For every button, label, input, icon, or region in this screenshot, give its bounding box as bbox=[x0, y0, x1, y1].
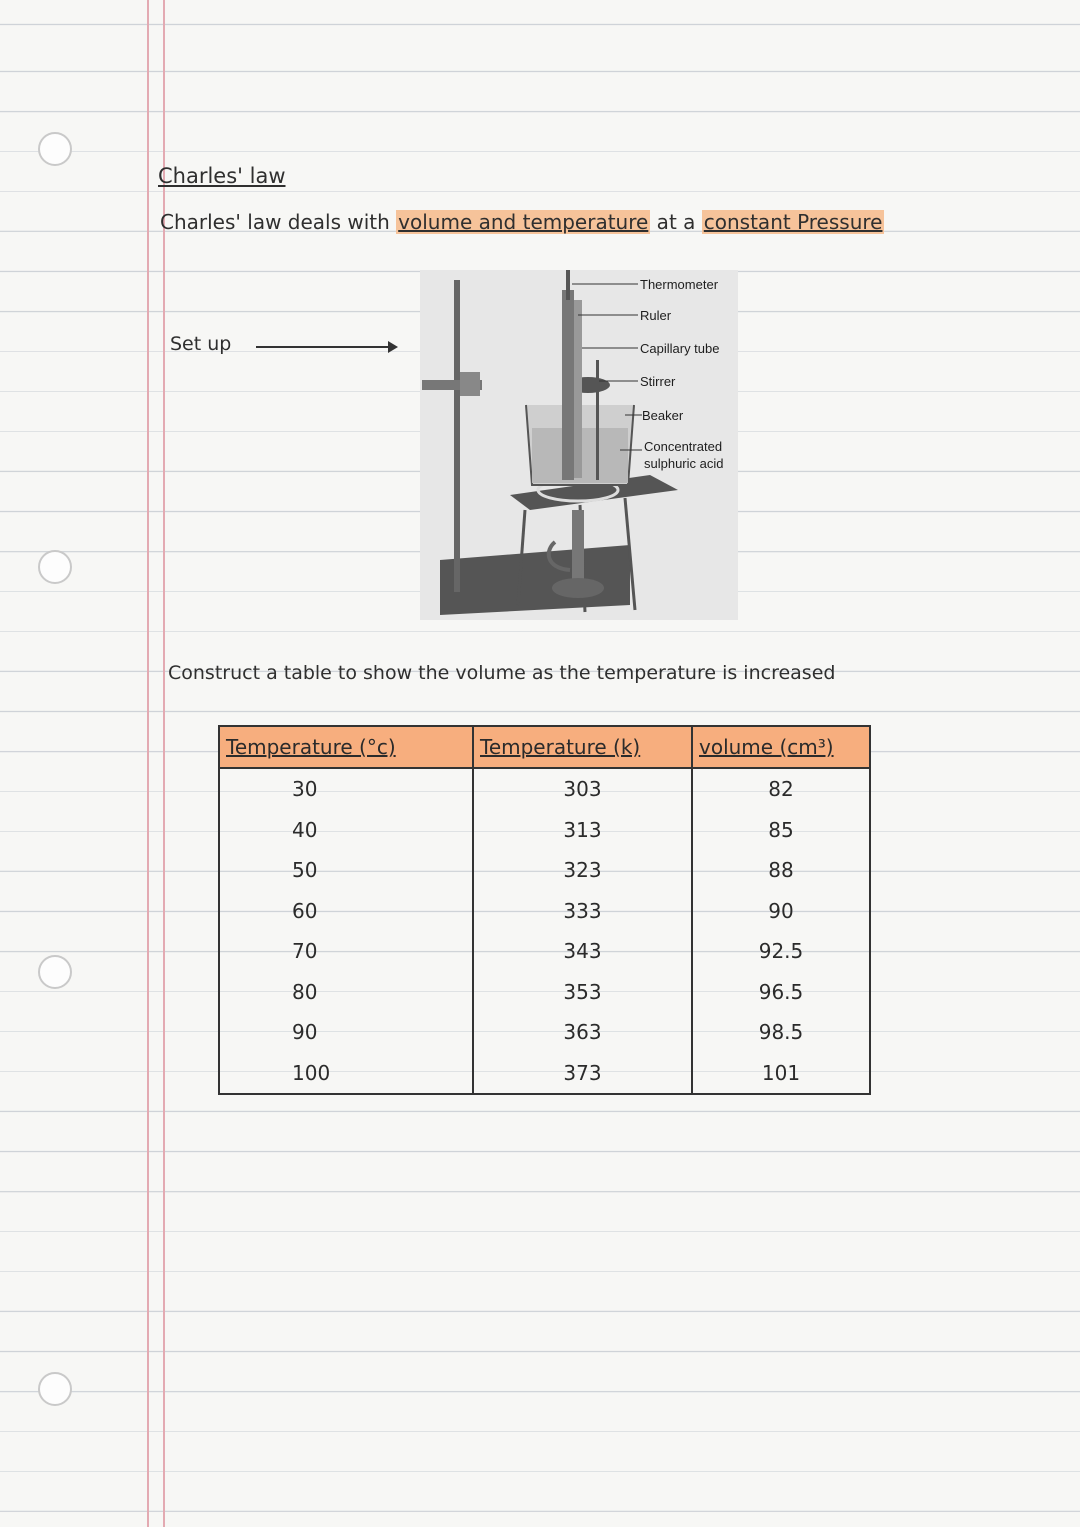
label-ruler: Ruler bbox=[640, 308, 672, 323]
apparatus-drawing bbox=[420, 270, 738, 620]
cell-volume: 101 bbox=[692, 1053, 870, 1095]
table-row bbox=[219, 891, 870, 932]
label-stirrer: Stirrer bbox=[640, 374, 676, 389]
cell-kelvin: 343 bbox=[473, 931, 692, 972]
cell-celsius: 80 bbox=[219, 972, 473, 1013]
results-table bbox=[218, 725, 871, 1095]
label-thermometer: Thermometer bbox=[640, 277, 719, 292]
cell-volume: 85 bbox=[692, 810, 870, 851]
burner-base bbox=[552, 578, 604, 598]
cell-kelvin: 303 bbox=[473, 768, 692, 810]
setup-label: Set up bbox=[170, 333, 232, 355]
header-volume: volume (cm³) bbox=[692, 726, 870, 768]
table-row bbox=[219, 768, 870, 810]
intro-sentence bbox=[160, 210, 884, 234]
retort-rod bbox=[454, 280, 460, 592]
punch-hole bbox=[38, 1372, 72, 1406]
table-header-row bbox=[219, 726, 870, 768]
cell-volume: 90 bbox=[692, 891, 870, 932]
bunsen-burner bbox=[572, 510, 584, 580]
arrow-right-icon bbox=[256, 346, 396, 348]
table-row bbox=[219, 810, 870, 851]
punch-hole bbox=[38, 955, 72, 989]
cell-celsius: 100 bbox=[219, 1053, 473, 1095]
table-row bbox=[219, 850, 870, 891]
table-row bbox=[219, 972, 870, 1013]
cell-celsius: 90 bbox=[219, 1012, 473, 1053]
table-row bbox=[219, 1053, 870, 1095]
label-capillary-tube: Capillary tube bbox=[640, 341, 720, 356]
cell-celsius: 50 bbox=[219, 850, 473, 891]
page-title: Charles' law bbox=[158, 164, 286, 188]
punch-hole bbox=[38, 132, 72, 166]
construct-instruction: Construct a table to show the volume as the temperature is increased bbox=[168, 662, 836, 684]
cell-celsius: 60 bbox=[219, 891, 473, 932]
table-row bbox=[219, 1012, 870, 1053]
cell-kelvin: 323 bbox=[473, 850, 692, 891]
intro-prefix: Charles' law deals with bbox=[160, 210, 397, 234]
punch-hole bbox=[38, 550, 72, 584]
cell-kelvin: 363 bbox=[473, 1012, 692, 1053]
highlight-volume-temperature: volume and temperature bbox=[398, 210, 649, 234]
table-row bbox=[219, 931, 870, 972]
cell-kelvin: 313 bbox=[473, 810, 692, 851]
cell-kelvin: 333 bbox=[473, 891, 692, 932]
header-temperature-kelvin: Temperature (k) bbox=[473, 726, 692, 768]
cell-celsius: 40 bbox=[219, 810, 473, 851]
ruler bbox=[562, 290, 574, 480]
apparatus-diagram bbox=[420, 270, 738, 620]
label-acid-line1: Concentrated bbox=[644, 439, 723, 454]
margin-line-left bbox=[147, 0, 149, 1527]
cell-celsius: 30 bbox=[219, 768, 473, 810]
cell-kelvin: 373 bbox=[473, 1053, 692, 1095]
cell-volume: 88 bbox=[692, 850, 870, 891]
clamp-boss bbox=[460, 372, 480, 396]
label-beaker: Beaker bbox=[642, 408, 684, 423]
cell-volume: 98.5 bbox=[692, 1012, 870, 1053]
cell-kelvin: 353 bbox=[473, 972, 692, 1013]
highlight-constant-pressure: constant Pressure bbox=[703, 210, 883, 234]
cell-volume: 82 bbox=[692, 768, 870, 810]
capillary-tube bbox=[574, 300, 582, 478]
stand-base bbox=[440, 545, 630, 615]
label-acid-line2: sulphuric acid bbox=[644, 456, 724, 471]
cell-volume: 96.5 bbox=[692, 972, 870, 1013]
header-temperature-celsius: Temperature (°c) bbox=[219, 726, 473, 768]
cell-celsius: 70 bbox=[219, 931, 473, 972]
stirrer bbox=[596, 360, 599, 480]
intro-mid: at a bbox=[650, 210, 702, 234]
thermometer bbox=[566, 270, 570, 300]
cell-volume: 92.5 bbox=[692, 931, 870, 972]
